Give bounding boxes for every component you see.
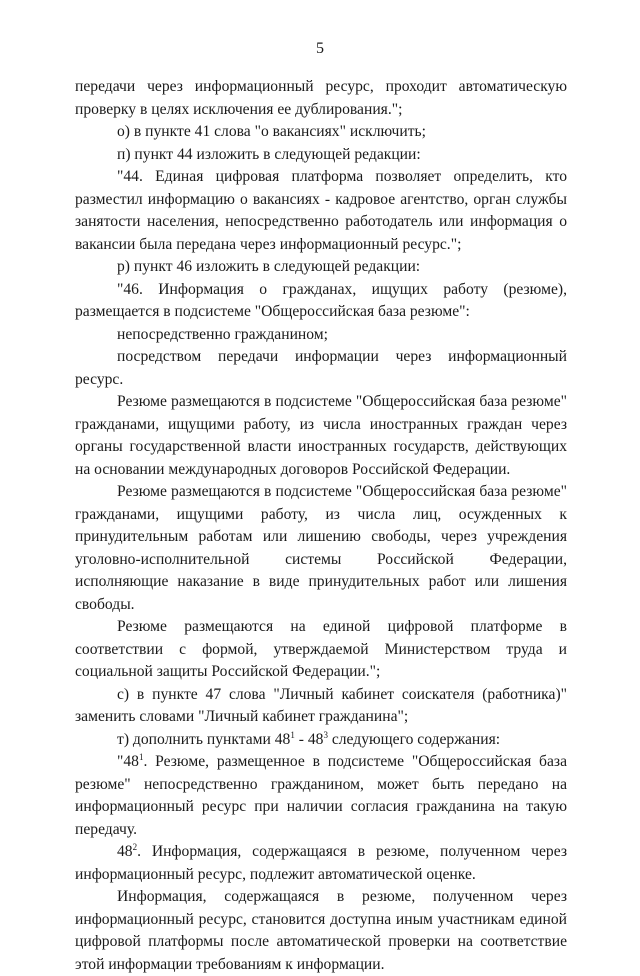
text-fragment: следующего содержания: — [327, 730, 501, 748]
text-fragment: т) дополнить пунктами 48 — [117, 730, 291, 748]
superscript: 1 — [290, 729, 295, 740]
paragraph: передачи через информационный ресурс, проходит автоматическую проверку в целях исключения ее дублирования."; — [75, 78, 567, 118]
paragraph: р) пункт 46 изложить в следующей редакции: — [117, 258, 421, 275]
paragraph: посредством передачи информации через информационный ресурс. — [75, 348, 567, 388]
paragraph: "46. Информация о гражданах, ищущих работу (резюме), размещается в подсистеме "Общероссийская база резюме": — [75, 280, 567, 320]
text-fragment: 48 — [117, 843, 133, 860]
paragraph-48-2 — [75, 841, 567, 886]
paragraph: Информация, содержащаяся в резюме, полученном через информационный ресурс, становится доступна иным участникам единой цифровой платформы после автоматической проверки на соответствие этой информации требованиям к информации. — [75, 888, 567, 973]
paragraph: Резюме размещаются в подсистеме "Общероссийская база резюме" гражданами, ищущими работу, из числа лиц, осужденных к принудительным работам или лишению свободы, через учреждения уголовно-исполнительной системы Российской Федерации, исполняющие наказание в виде принудительных работ или лишения свободы. — [75, 483, 567, 613]
text-fragment: "48 — [117, 753, 139, 770]
page-number: 5 — [316, 40, 324, 57]
superscript: 3 — [323, 729, 328, 740]
superscript: 2 — [132, 841, 138, 852]
paragraph: "44. Единая цифровая платформа позволяет определить, кто разместил информацию о вакансиях - кадровое агентство, орган службы занятости населения, непосредственно работодатель или информация о вакансии была передана через информационный ресурс."; — [75, 168, 567, 253]
text-fragment: . Информация, содержащаяся в резюме, полученном через информационный ресурс, подлежит автоматической оценке. — [75, 843, 567, 883]
paragraph-48-1 — [75, 751, 567, 841]
superscript: 1 — [138, 751, 144, 762]
paragraph: п) пункт 44 изложить в следующей редакции: — [117, 145, 421, 163]
paragraph: Резюме размещаются на единой цифровой платформе в соответствии с формой, утверждаемой Министерством труда и социальной защиты Российской Федерации."; — [75, 618, 567, 680]
document-body — [75, 76, 567, 976]
paragraph: непосредственно гражданином; — [117, 325, 328, 343]
paragraph: с) в пункте 47 слова "Личный кабинет соискателя (работника)" заменить словами "Личный кабинет гражданина"; — [75, 685, 567, 725]
paragraph-t — [75, 729, 567, 752]
text-fragment: . Резюме, размещенное в подсистеме "Общероссийская база резюме" непосредственно гражданином, может быть передано на информационный ресурс при наличии согласия гражданина на такую передачу. — [75, 753, 567, 838]
paragraph: Резюме размещаются в подсистеме "Общероссийская база резюме" гражданами, ищущими работу, из числа иностранных граждан через органы государственной власти иностранных государств, действующих на основании международных договоров Российской Федерации. — [75, 393, 567, 478]
text-fragment: - 48 — [294, 730, 324, 748]
paragraph: о) в пункте 41 слова "о вакансиях" исключить; — [117, 123, 426, 140]
